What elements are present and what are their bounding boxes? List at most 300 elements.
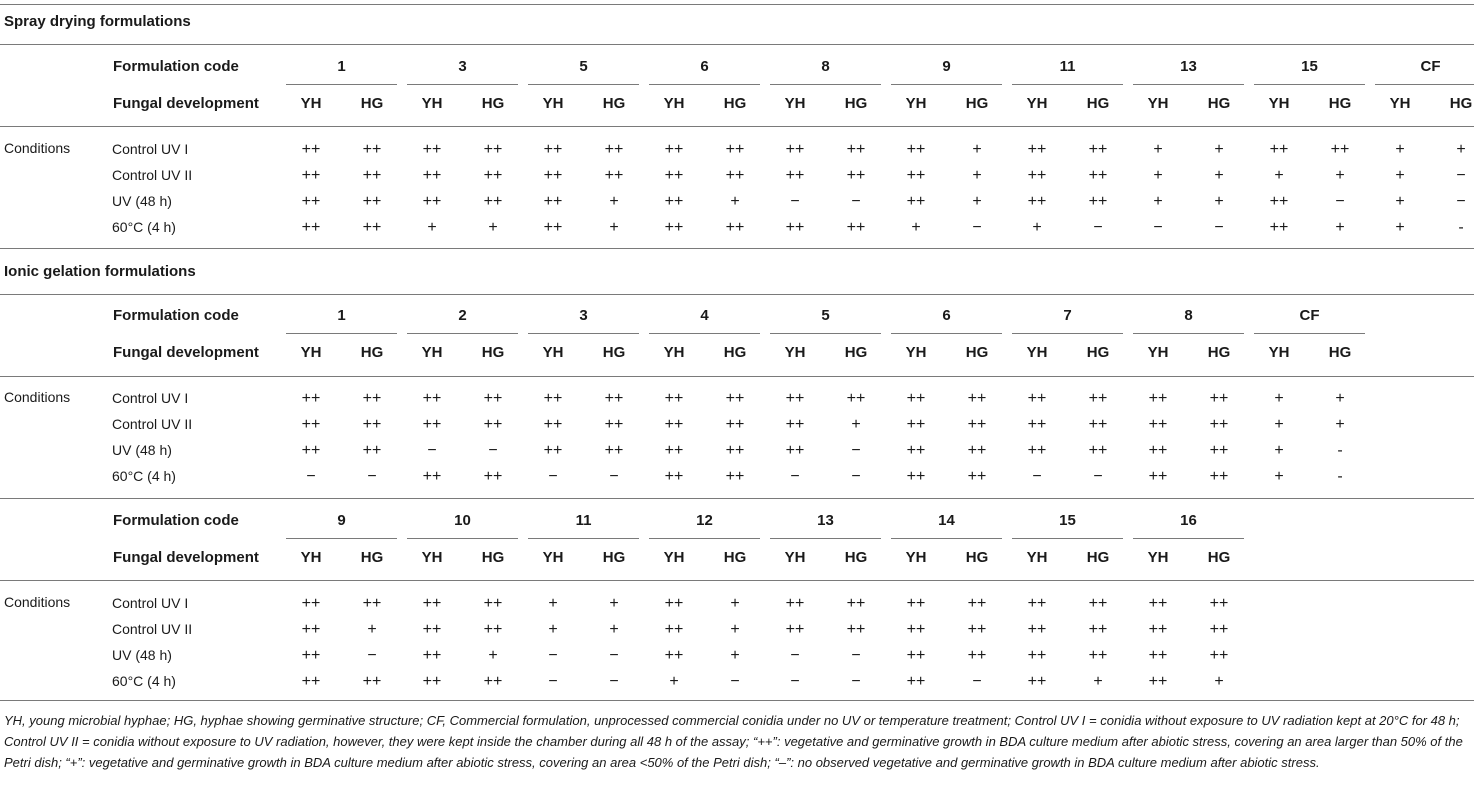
sub-column-hg: HG xyxy=(481,95,505,112)
table-cell: ++ xyxy=(1148,390,1168,407)
table-cell: − xyxy=(851,468,861,485)
sub-column-hg: HG xyxy=(723,95,747,112)
table-cell: ++ xyxy=(543,390,563,407)
formulation-code: 8 xyxy=(1184,307,1193,324)
sub-column-hg: HG xyxy=(1207,344,1231,361)
table-cell: ++ xyxy=(1027,193,1047,210)
table-cell: + xyxy=(1395,219,1405,236)
sub-column-hg: HG xyxy=(1449,95,1473,112)
table-cell: ++ xyxy=(906,468,926,485)
table-cell: ++ xyxy=(785,442,805,459)
table-cell: + xyxy=(609,621,619,638)
table-cell: ++ xyxy=(301,167,321,184)
table-cell: ++ xyxy=(483,673,503,690)
table-cell: + xyxy=(1335,390,1345,407)
table-cell: + xyxy=(367,621,377,638)
table-cell: + xyxy=(1093,673,1103,690)
code-underline xyxy=(1254,84,1365,85)
code-underline xyxy=(1012,84,1123,85)
table-cell: ++ xyxy=(1148,468,1168,485)
formulation-code: 2 xyxy=(458,307,467,324)
table-cell: − xyxy=(1032,468,1042,485)
table-cell: ++ xyxy=(1027,141,1047,158)
section-title: Spray drying formulations xyxy=(4,13,191,30)
condition-label: Control UV I xyxy=(112,141,189,157)
table-cell: ++ xyxy=(664,416,684,433)
formulation-code: 3 xyxy=(579,307,588,324)
code-underline xyxy=(528,333,639,334)
sub-column-yh: YH xyxy=(300,95,322,112)
table-cell: + xyxy=(488,647,498,664)
condition-label: 60°C (4 h) xyxy=(112,219,176,235)
formulation-code: 7 xyxy=(1063,307,1072,324)
table-cell: ++ xyxy=(846,621,866,638)
table-cell: ++ xyxy=(362,416,382,433)
table-cell: ++ xyxy=(906,673,926,690)
table-cell: + xyxy=(1395,141,1405,158)
table-cell: ++ xyxy=(1027,167,1047,184)
condition-label: Control UV II xyxy=(112,167,193,183)
code-underline xyxy=(407,538,518,539)
table-cell: ++ xyxy=(422,416,442,433)
sub-column-yh: YH xyxy=(542,344,564,361)
table-cell: + xyxy=(1274,390,1284,407)
table-cell: − xyxy=(1335,193,1345,210)
table-cell: ++ xyxy=(301,647,321,664)
sub-column-hg: HG xyxy=(723,549,747,566)
table-cell: + xyxy=(488,219,498,236)
formulation-code: CF xyxy=(1299,307,1320,324)
sub-column-yh: YH xyxy=(1026,549,1048,566)
table-cell: ++ xyxy=(906,595,926,612)
formulation-code: 14 xyxy=(938,512,955,529)
table-cell: ++ xyxy=(1209,442,1229,459)
sub-column-hg: HG xyxy=(360,95,384,112)
table-cell: − xyxy=(972,219,982,236)
sub-column-yh: YH xyxy=(421,344,443,361)
code-underline xyxy=(891,84,1002,85)
table-cell: ++ xyxy=(1209,468,1229,485)
table-cell: − xyxy=(1456,167,1466,184)
table-cell: − xyxy=(548,673,558,690)
table-cell: ++ xyxy=(1269,219,1289,236)
table-cell: + xyxy=(669,673,679,690)
table-cell: − xyxy=(609,468,619,485)
table-cell: + xyxy=(1032,219,1042,236)
sub-column-yh: YH xyxy=(663,549,685,566)
table-cell: + xyxy=(851,416,861,433)
table-cell: ++ xyxy=(1027,390,1047,407)
condition-label: UV (48 h) xyxy=(112,193,172,209)
table-cell: ++ xyxy=(846,390,866,407)
table-cell: + xyxy=(1395,193,1405,210)
sub-column-yh: YH xyxy=(784,95,806,112)
table-cell: ++ xyxy=(846,167,866,184)
table-cell: ++ xyxy=(664,468,684,485)
table-cell: ++ xyxy=(1027,416,1047,433)
table-cell: − xyxy=(367,647,377,664)
condition-label: Control UV I xyxy=(112,595,189,611)
table-cell: ++ xyxy=(664,621,684,638)
table-cell: ++ xyxy=(543,193,563,210)
table-cell: ++ xyxy=(785,167,805,184)
code-underline xyxy=(1133,333,1244,334)
table-cell: − xyxy=(1214,219,1224,236)
table-cell: ++ xyxy=(725,141,745,158)
table-cell: ++ xyxy=(1088,167,1108,184)
formulation-code: 6 xyxy=(942,307,951,324)
code-underline xyxy=(407,84,518,85)
table-cell: ++ xyxy=(301,219,321,236)
table-cell: ++ xyxy=(1027,673,1047,690)
formulation-code: 12 xyxy=(696,512,713,529)
sub-column-yh: YH xyxy=(542,549,564,566)
table-cell: ++ xyxy=(1148,673,1168,690)
table-cell: + xyxy=(1395,167,1405,184)
table-cell: ++ xyxy=(483,621,503,638)
conditions-label: Conditions xyxy=(4,594,71,610)
sub-column-yh: YH xyxy=(905,344,927,361)
table-cell: − xyxy=(851,673,861,690)
sub-column-yh: YH xyxy=(1389,95,1411,112)
fungal-development-header: Fungal development xyxy=(113,549,259,566)
sub-column-yh: YH xyxy=(1147,344,1169,361)
table-cell: + xyxy=(972,193,982,210)
code-underline xyxy=(1133,84,1244,85)
sub-column-hg: HG xyxy=(1086,95,1110,112)
sub-column-yh: YH xyxy=(1147,549,1169,566)
table-cell: ++ xyxy=(1027,647,1047,664)
table-cell: ++ xyxy=(604,416,624,433)
sub-column-yh: YH xyxy=(300,344,322,361)
formulation-code: 8 xyxy=(821,58,830,75)
table-cell: ++ xyxy=(422,141,442,158)
table-cell: ++ xyxy=(422,621,442,638)
formulation-code-header: Formulation code xyxy=(113,58,239,75)
sub-column-yh: YH xyxy=(905,549,927,566)
formulation-code: 9 xyxy=(942,58,951,75)
table-cell: + xyxy=(1274,468,1284,485)
table-cell: + xyxy=(730,647,740,664)
sub-column-hg: HG xyxy=(360,549,384,566)
formulation-code: 13 xyxy=(1180,58,1197,75)
table-cell: ++ xyxy=(1088,621,1108,638)
table-cell: + xyxy=(1153,141,1163,158)
sub-column-yh: YH xyxy=(1026,344,1048,361)
code-underline xyxy=(286,538,397,539)
table-cell: ++ xyxy=(725,416,745,433)
table-cell: ++ xyxy=(967,621,987,638)
formulation-code: 15 xyxy=(1301,58,1318,75)
section-title: Ionic gelation formulations xyxy=(4,263,196,280)
table-cell: ++ xyxy=(846,219,866,236)
table-cell: ++ xyxy=(483,416,503,433)
formulation-code: 6 xyxy=(700,58,709,75)
table-cell: ++ xyxy=(362,442,382,459)
formulation-code: 4 xyxy=(700,307,709,324)
table-cell: ++ xyxy=(543,442,563,459)
table-cell: − xyxy=(790,673,800,690)
condition-label: Control UV I xyxy=(112,390,189,406)
table-cell: ++ xyxy=(1027,442,1047,459)
table-cell: + xyxy=(1335,167,1345,184)
table-cell: ++ xyxy=(906,167,926,184)
table-cell: + xyxy=(1274,167,1284,184)
sub-column-yh: YH xyxy=(784,549,806,566)
code-underline xyxy=(407,333,518,334)
sub-column-yh: YH xyxy=(421,95,443,112)
table-cell: + xyxy=(730,621,740,638)
table-cell: ++ xyxy=(604,390,624,407)
formulation-code: 16 xyxy=(1180,512,1197,529)
sub-column-hg: HG xyxy=(844,95,868,112)
table-rule xyxy=(0,4,1474,5)
table-cell: ++ xyxy=(1209,647,1229,664)
table-cell: ++ xyxy=(604,141,624,158)
table-cell: ++ xyxy=(362,193,382,210)
table-rule xyxy=(0,580,1474,581)
formulation-code: 11 xyxy=(1059,58,1076,75)
code-underline xyxy=(286,333,397,334)
code-underline xyxy=(770,538,881,539)
table-cell: + xyxy=(1456,141,1466,158)
conditions-label: Conditions xyxy=(4,140,71,156)
table-cell: + xyxy=(548,595,558,612)
table-cell: - xyxy=(1458,219,1464,236)
code-underline xyxy=(770,333,881,334)
table-cell: ++ xyxy=(483,390,503,407)
table-cell: + xyxy=(1335,416,1345,433)
table-cell: − xyxy=(609,673,619,690)
code-underline xyxy=(649,333,760,334)
sub-column-hg: HG xyxy=(360,344,384,361)
sub-column-hg: HG xyxy=(844,344,868,361)
table-cell: ++ xyxy=(725,167,745,184)
table-cell: ++ xyxy=(301,673,321,690)
table-cell: ++ xyxy=(1209,416,1229,433)
code-underline xyxy=(286,84,397,85)
table-cell: ++ xyxy=(967,390,987,407)
table-cell: ++ xyxy=(664,167,684,184)
table-cell: ++ xyxy=(422,673,442,690)
sub-column-yh: YH xyxy=(784,344,806,361)
sub-column-hg: HG xyxy=(602,549,626,566)
table-cell: ++ xyxy=(725,468,745,485)
table-cell: ++ xyxy=(1027,595,1047,612)
sub-column-hg: HG xyxy=(481,344,505,361)
table-cell: − xyxy=(851,647,861,664)
table-cell: − xyxy=(548,647,558,664)
table-cell: + xyxy=(911,219,921,236)
table-cell: ++ xyxy=(604,167,624,184)
formulation-code: 3 xyxy=(458,58,467,75)
table-cell: + xyxy=(1214,167,1224,184)
condition-label: 60°C (4 h) xyxy=(112,468,176,484)
table-cell: + xyxy=(427,219,437,236)
table-cell: − xyxy=(548,468,558,485)
formulation-code: 5 xyxy=(821,307,830,324)
table-cell: − xyxy=(1456,193,1466,210)
table-cell: ++ xyxy=(1088,141,1108,158)
table-cell: ++ xyxy=(1148,647,1168,664)
fungal-development-header: Fungal development xyxy=(113,344,259,361)
table-cell: ++ xyxy=(906,647,926,664)
table-cell: ++ xyxy=(1209,621,1229,638)
table-cell: ++ xyxy=(1088,647,1108,664)
table-cell: ++ xyxy=(725,442,745,459)
table-rule xyxy=(0,248,1474,249)
formulation-code: 1 xyxy=(337,307,346,324)
formulation-code: 11 xyxy=(575,512,592,529)
condition-label: UV (48 h) xyxy=(112,647,172,663)
table-cell: ++ xyxy=(785,621,805,638)
table-cell: ++ xyxy=(906,416,926,433)
sub-column-yh: YH xyxy=(1268,95,1290,112)
sub-column-yh: YH xyxy=(1268,344,1290,361)
table-cell: − xyxy=(851,442,861,459)
table-cell: + xyxy=(1335,219,1345,236)
table-cell: ++ xyxy=(301,442,321,459)
table-cell: ++ xyxy=(1148,442,1168,459)
table-cell: ++ xyxy=(664,141,684,158)
table-cell: ++ xyxy=(785,416,805,433)
sub-column-hg: HG xyxy=(1207,95,1231,112)
table-cell: ++ xyxy=(422,595,442,612)
condition-label: UV (48 h) xyxy=(112,442,172,458)
table-cell: + xyxy=(972,141,982,158)
table-cell: ++ xyxy=(1088,193,1108,210)
conditions-label: Conditions xyxy=(4,389,71,405)
table-cell: + xyxy=(1274,416,1284,433)
formulation-code: 15 xyxy=(1059,512,1076,529)
sub-column-hg: HG xyxy=(1086,549,1110,566)
sub-column-hg: HG xyxy=(965,344,989,361)
table-cell: ++ xyxy=(1269,193,1289,210)
formulation-code: 9 xyxy=(337,512,346,529)
table-cell: ++ xyxy=(362,167,382,184)
table-rule xyxy=(0,294,1474,295)
sub-column-hg: HG xyxy=(1207,549,1231,566)
formulation-code: CF xyxy=(1420,58,1441,75)
code-underline xyxy=(891,333,1002,334)
code-underline xyxy=(1375,84,1474,85)
sub-column-hg: HG xyxy=(1328,344,1352,361)
table-cell: − xyxy=(488,442,498,459)
table-cell: ++ xyxy=(483,193,503,210)
table-cell: ++ xyxy=(1088,595,1108,612)
fungal-development-header: Fungal development xyxy=(113,95,259,112)
table-cell: ++ xyxy=(967,416,987,433)
table-cell: − xyxy=(972,673,982,690)
table-cell: ++ xyxy=(1209,595,1229,612)
table-cell: ++ xyxy=(664,442,684,459)
sub-column-yh: YH xyxy=(905,95,927,112)
table-rule xyxy=(0,498,1474,499)
table-cell: ++ xyxy=(362,673,382,690)
code-underline xyxy=(1012,333,1123,334)
formulation-code-header: Formulation code xyxy=(113,512,239,529)
table-cell: ++ xyxy=(422,468,442,485)
condition-label: Control UV II xyxy=(112,621,193,637)
table-cell: ++ xyxy=(543,416,563,433)
table-cell: + xyxy=(609,193,619,210)
table-cell: ++ xyxy=(664,595,684,612)
table-cell: ++ xyxy=(967,442,987,459)
sub-column-yh: YH xyxy=(663,344,685,361)
sub-column-yh: YH xyxy=(1026,95,1048,112)
table-footnote: YH, young microbial hyphae; HG, hyphae showing germinative structure; CF, Commercial formulation, unprocessed commercial conidia under no UV or temperature treatment; Control UV I = conidia without exposure to UV radiation kept at 20°C for 48 h; Control UV II = conidia without exposure to UV radiation, however, they were kept inside the chamber during all 48 h of the assay; “++”: vegetative and germinative growth in BDA culture medium after abiotic stress, covering an area larger than 50% of the Petri dish; “+”: vegetative and germinative growth in BDA culture medium after abiotic stress, covering an area <50% of the Petri dish; “–”: no observed vegetative and germinative growth in BDA culture medium after abiotic stress. xyxy=(4,713,1463,770)
table-cell: ++ xyxy=(664,219,684,236)
table-cell: ++ xyxy=(725,219,745,236)
table-cell: + xyxy=(1214,141,1224,158)
table-cell: + xyxy=(609,219,619,236)
table-cell: + xyxy=(1153,193,1163,210)
sub-column-yh: YH xyxy=(1147,95,1169,112)
table-cell: - xyxy=(1337,468,1343,485)
code-underline xyxy=(770,84,881,85)
table-rule xyxy=(0,126,1474,127)
table-cell: − xyxy=(730,673,740,690)
table-cell: ++ xyxy=(1088,416,1108,433)
table-cell: ++ xyxy=(362,219,382,236)
table-cell: ++ xyxy=(362,141,382,158)
table-cell: ++ xyxy=(301,595,321,612)
table-cell: + xyxy=(1274,442,1284,459)
table-cell: ++ xyxy=(301,416,321,433)
table-cell: + xyxy=(972,167,982,184)
table-cell: ++ xyxy=(301,141,321,158)
code-underline xyxy=(891,538,1002,539)
table-cell: ++ xyxy=(543,141,563,158)
table-cell: ++ xyxy=(664,390,684,407)
table-cell: ++ xyxy=(483,167,503,184)
formulation-code: 13 xyxy=(817,512,834,529)
table-cell: ++ xyxy=(1269,141,1289,158)
table-cell: ++ xyxy=(543,219,563,236)
table-cell: ++ xyxy=(664,647,684,664)
table-cell: ++ xyxy=(1088,390,1108,407)
table-cell: ++ xyxy=(362,595,382,612)
sub-column-hg: HG xyxy=(1328,95,1352,112)
table-cell: ++ xyxy=(967,468,987,485)
table-rule xyxy=(0,376,1474,377)
table-cell: ++ xyxy=(1148,416,1168,433)
table-cell: ++ xyxy=(664,193,684,210)
sub-column-hg: HG xyxy=(602,95,626,112)
formulation-code: 5 xyxy=(579,58,588,75)
table-cell: ++ xyxy=(846,595,866,612)
table-cell: + xyxy=(1214,673,1224,690)
table-cell: ++ xyxy=(967,647,987,664)
table-cell: ++ xyxy=(1148,621,1168,638)
sub-column-hg: HG xyxy=(965,549,989,566)
table-cell: − xyxy=(790,468,800,485)
condition-label: 60°C (4 h) xyxy=(112,673,176,689)
table-cell: ++ xyxy=(604,442,624,459)
condition-label: Control UV II xyxy=(112,416,193,432)
table-cell: + xyxy=(730,595,740,612)
table-cell: ++ xyxy=(785,595,805,612)
sub-column-hg: HG xyxy=(965,95,989,112)
table-cell: − xyxy=(1153,219,1163,236)
table-cell: - xyxy=(1337,442,1343,459)
table-cell: ++ xyxy=(1330,141,1350,158)
sub-column-hg: HG xyxy=(1086,344,1110,361)
table-cell: ++ xyxy=(301,621,321,638)
code-underline xyxy=(528,84,639,85)
table-cell: ++ xyxy=(1209,390,1229,407)
table-cell: + xyxy=(609,595,619,612)
